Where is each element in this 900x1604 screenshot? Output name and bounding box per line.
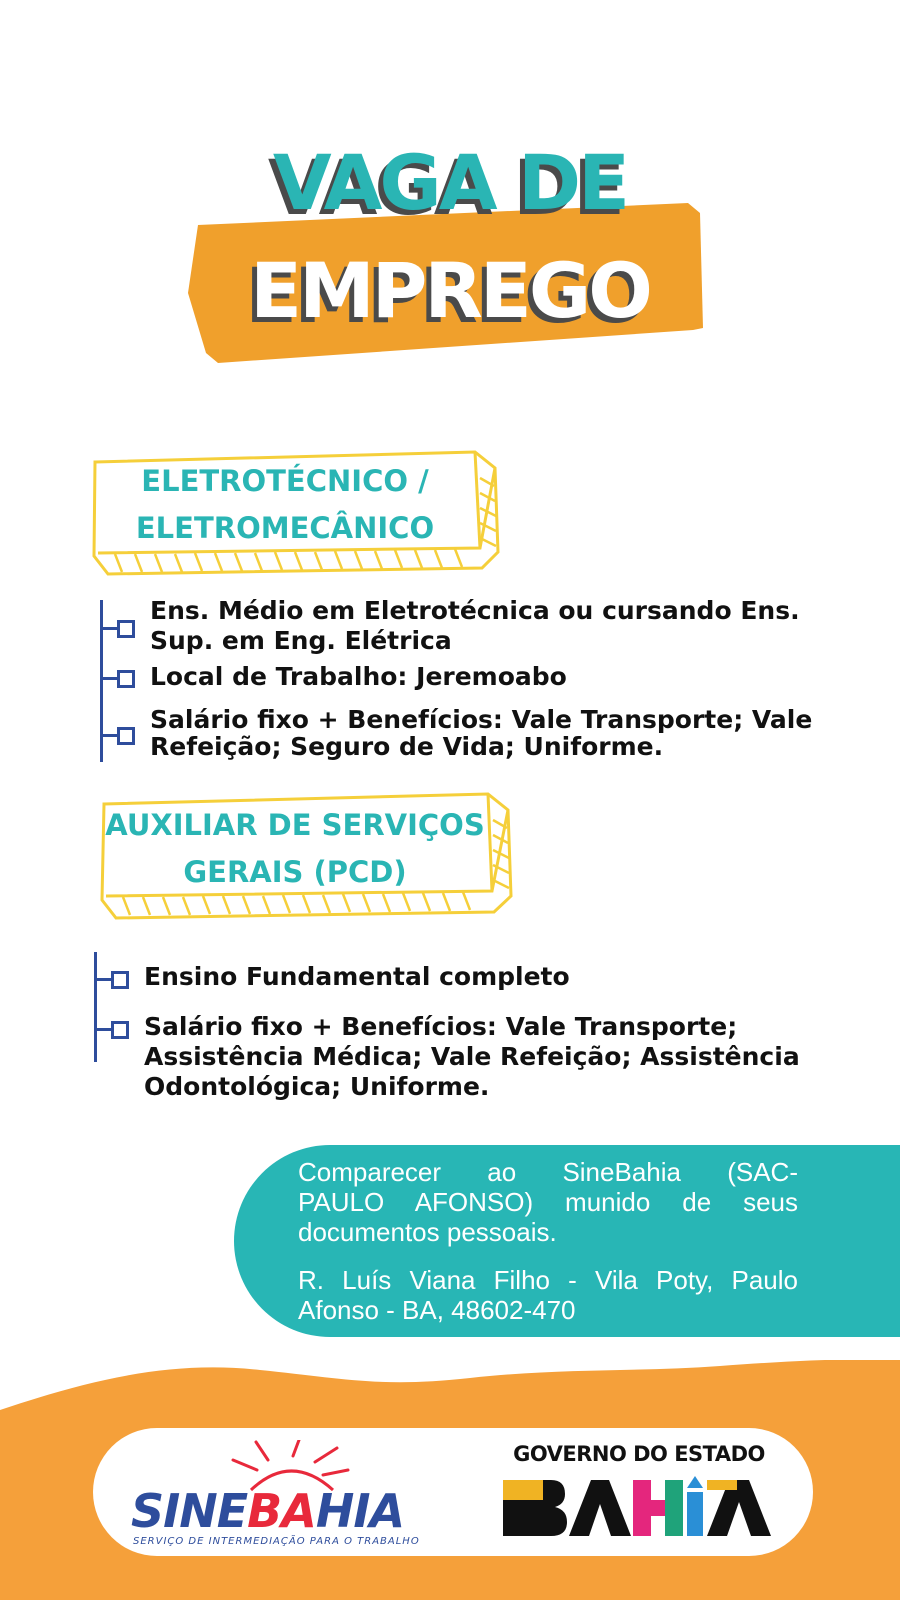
job-title-box-2 bbox=[98, 790, 518, 924]
partner-logos bbox=[93, 1428, 813, 1556]
checkbox-square-icon bbox=[111, 1021, 129, 1039]
sinebahia-tagline: SERVIÇO DE INTERMEDIAÇÃO PARA O TRABALHO bbox=[133, 1536, 420, 1547]
list-connector-line bbox=[100, 600, 103, 762]
job-title-1-line-1: ELETROTÉCNICO / bbox=[141, 464, 429, 498]
bahia-wordmark bbox=[503, 1470, 775, 1544]
checkbox-square-icon bbox=[117, 620, 135, 638]
governo-text: GOVERNO DO ESTADO bbox=[513, 1442, 765, 1466]
checkbox-square-icon bbox=[111, 971, 129, 989]
info-panel bbox=[234, 1145, 900, 1337]
info-address: R. Luís Viana Filho - Vila Poty, Paulo Afonso - BA, 48602-470 bbox=[298, 1265, 798, 1325]
job-title-2-line-1: AUXILIAR DE SERVIÇOS bbox=[105, 808, 485, 842]
job-title-box-1 bbox=[90, 448, 510, 580]
title-line-1: VAGA DE bbox=[272, 138, 628, 227]
job-title-1-line-2: ELETROMECÂNICO bbox=[135, 511, 435, 545]
title-line-2: EMPREGO bbox=[250, 246, 650, 335]
info-paragraph-1: Comparecer ao SineBahia (SAC- PAULO AFONSO) munido de seus documentos pessoais. bbox=[298, 1157, 798, 1247]
job-title-2-line-2: GERAIS (PCD) bbox=[183, 855, 407, 889]
checkbox-square-icon bbox=[117, 670, 135, 688]
list-connector-line bbox=[94, 952, 97, 1062]
governo-bahia-logo bbox=[503, 1442, 775, 1546]
checkbox-square-icon bbox=[117, 727, 135, 745]
sinebahia-logo: SINEBAHIA SERVIÇO DE INTERMEDIAÇÃO PARA O TRABALHO bbox=[123, 1440, 433, 1550]
